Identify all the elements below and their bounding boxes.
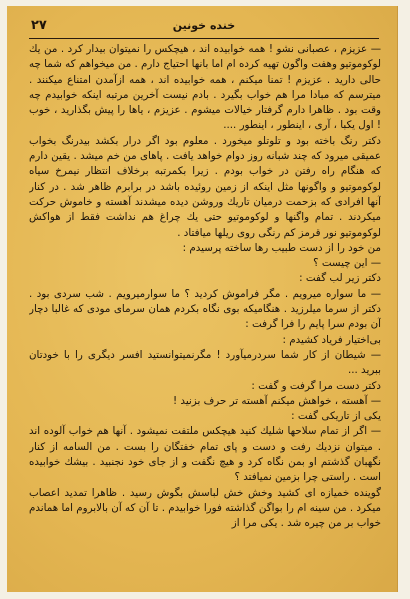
book-page [7, 6, 398, 592]
body-text [29, 42, 381, 582]
paragraph: — آهسته ، خواهش میکنم آهسته تر حرف بزنید ! [173, 394, 381, 407]
paragraph: دکتر رنگ باخته بود و تلوتلو میخورد . معلوم بود اگر درار بکشد بیدرنگ بخواب عمیقی میرود که چند شبانه روز دوام خواهد یافت . پاهای من خم میشد . یقین دارم که هنگام راه رفتن در خواب بودم . زیرا بکمرتبه برخلاف انتظار نیمرخ سیاه لوکوموتیو و واگونها مثل اینکه از زمین روئیده باشد در برابرم ظاهر شد . در کنار آنها افرادی که بزحمت درمیان تاریك وروشن دیده میشدند آهسته و خاموش حرکت میکردند . تمام واگنها و لوکوموتیو حتی یك چراغ هم نداشت فقط از هواکش لوکوموتیو نور قرمز کم رنگی روی ریلها میافتاد . [29, 134, 381, 239]
paragraph: — ما سواره میرویم . مگر فراموش کردید ؟ ما سوارمیرویم . شب سردی بود . دکتر از سرما میلرزید . هنگامیکه بوی نگاه بکردم همان سرمای مودی که غالبا دچار آن بودم سرا پایم را فرا گرفت : [29, 287, 381, 331]
paragraph: — عزیزم ، عصبانی نشو ! همه خوابیده اند ، هیچکس را نمیتوان بیدار کرد . من یك لوکوموتیو وهفت واگون تهیه کرده ام اما بانها احتیاج دارم . من میخواهم که شما چه حالی دارید . عزیزم ! تمنا میکنم ، همه خوابیده اند ، همه ازآمدن امتناع میکنند . میترسم که مبادا مرا هم خواب بگیرد . بادم نیست آخرین مرتبه اینکه خوابیدم چه وقت بود . ظاهرا دارم گرفتار خیالات میشوم . عزیزم ، یاها را پیش بگذارید ، خوب ! اول یکبا ، آری ، اینطور ، اینطور .... [29, 43, 381, 132]
paragraph: — اگر از تمام سلاحها شلیك کنید هیچکس ملتفت نمیشود . آنها هم خواب آلوده اند . میتوان نزدیك رفت و دست و پای تمام خفتگان را بست . من السامه از کنار نگهبان گذشتم او بمن نگاه کرد و هیچ نگفت و از جای خود نجنبید . بیشك خوابیده است . راستی چرا بزمین نمیافتد ؟ [29, 425, 381, 484]
paragraph: دکتر زیر لب گفت : [299, 272, 381, 285]
paragraph: بی‌اختیار فریاد کشیدم : [282, 333, 381, 346]
paragraph: — این چیست ؟ [313, 257, 381, 270]
paragraph: گوینده خمیازه ای کشید وخش خش لباسش بگوش رسید . ظاهرا تمدید اعصاب میکرد . من سینه ام را بواگن گذاشته فورا خوابیدم . تا آن که آن بالابروم اما هماندم خواب بر من چیره شد . یکی مرا از [29, 486, 381, 530]
running-title: خنده خونین [172, 19, 236, 32]
paragraph: من خود را از دست طبیب رها ساخته پرسیدم : [182, 241, 381, 254]
paragraph: یکی از تاریکی گفت : [291, 410, 381, 423]
page-number: ۲۷ [31, 18, 47, 33]
paragraph: دکتر دست مرا گرفت و گفت : [251, 379, 381, 392]
page-header [29, 16, 379, 39]
paragraph: — شیطان از کار شما سردرمیآورد ! مگرنمیتوانستید افسر دیگری را با خودتان ببرید ... [29, 348, 381, 377]
